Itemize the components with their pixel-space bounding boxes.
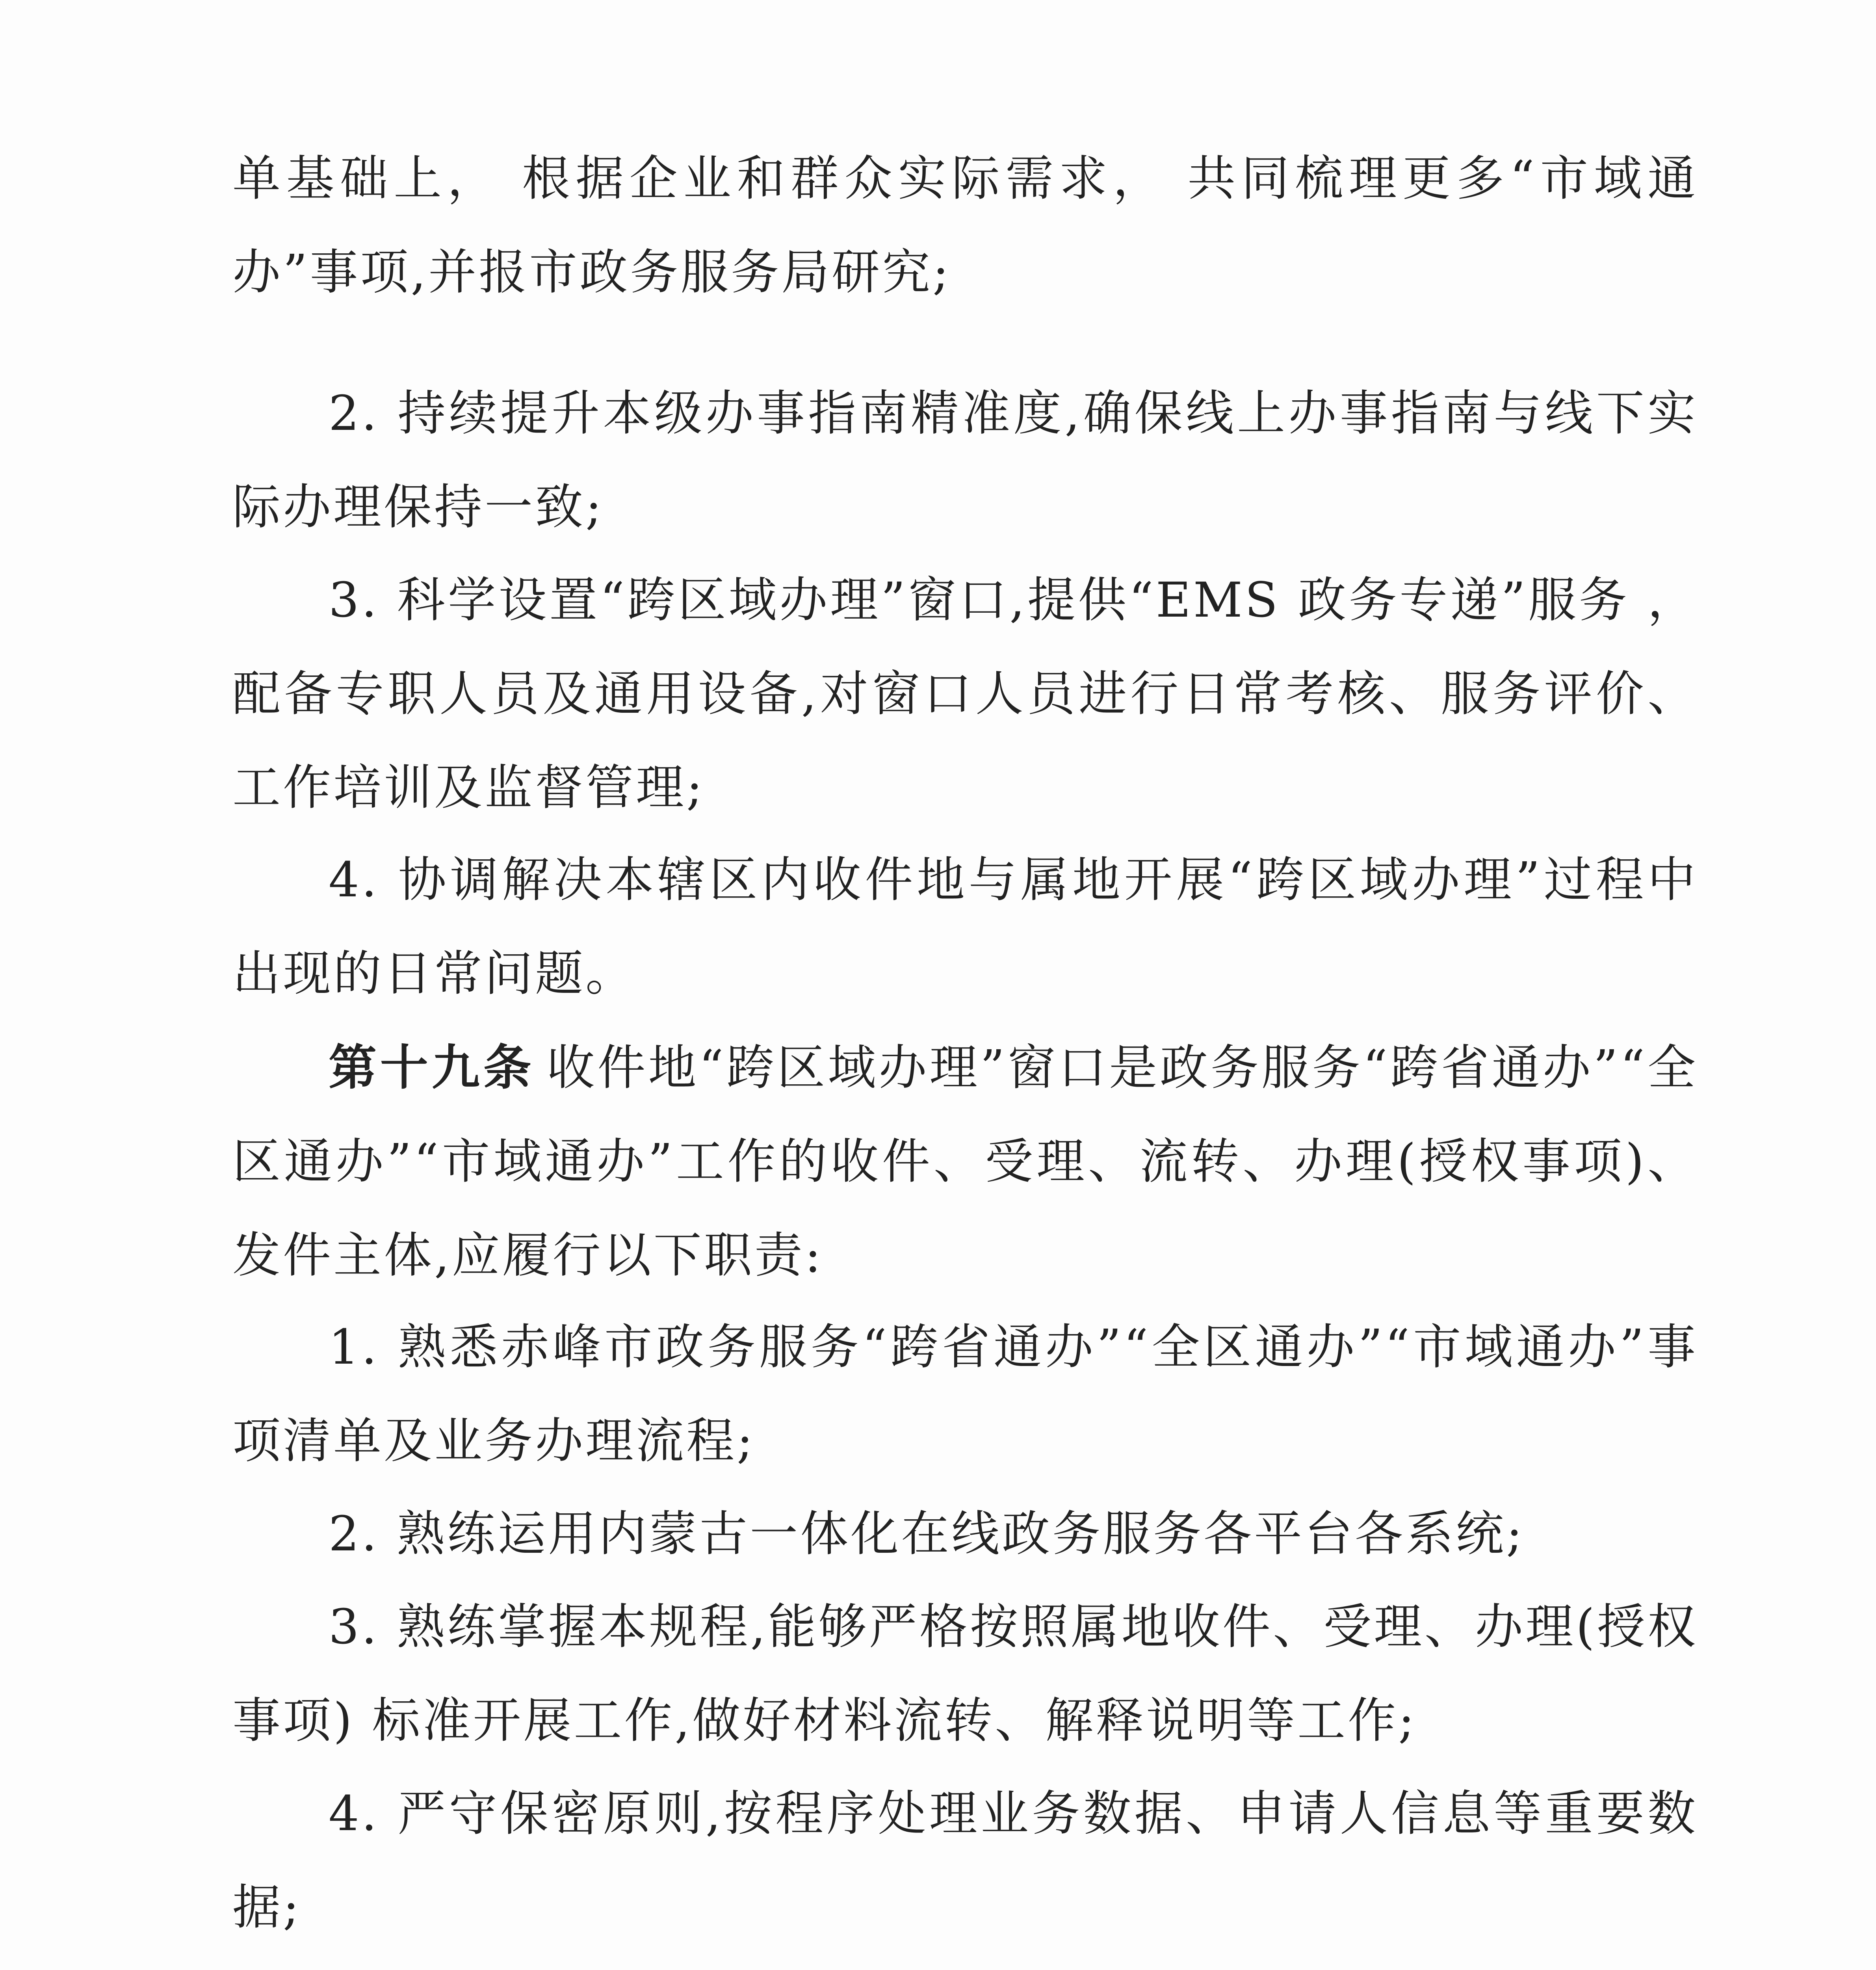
paragraph-text: 3. 科学设置“跨区域办理”窗口,提供“EMS 政务专递”服务 ，配备专职人员及通用设备,对窗口人员进行日常考核、服务评价、工作培训及监督管理; <box>232 572 1698 816</box>
paragraph-text: 3. 熟练掌握本规程,能够严格按照属地收件、受理、办理(授权事项) 标准开展工作,做好材料流转、解释说明等工作; <box>232 1599 1698 1749</box>
paragraph-item-3 <box>232 553 1698 834</box>
article-19-item-3 <box>232 1580 1698 1767</box>
paragraph-text: 4. 协调解决本辖区内收件地与属地开展“跨区域办理”过程中出现的日常问题。 <box>232 852 1698 1002</box>
article-19-item-5 <box>232 1954 1698 1970</box>
paragraph-text: 2. 熟练运用内蒙古一体化在线政务服务各平台各系统; <box>329 1506 1525 1562</box>
article-19-item-2 <box>232 1487 1698 1581</box>
article-19-item-4 <box>232 1767 1698 1954</box>
paragraph-text: 4. 严守保密原则,按程序处理业务数据、申请人信息等重要数据; <box>232 1786 1698 1935</box>
article-heading: 第十九条 <box>329 1039 535 1096</box>
paragraph-item-2 <box>232 366 1698 554</box>
paragraph-item-4 <box>232 833 1698 1020</box>
paragraph-text: 单基础上， 根据企业和群众实际需求， 共同梳理更多“市域通办”事项,并报市政务服务局研究; <box>232 151 1698 300</box>
paragraph-text: 收件地“跨区域办理”窗口是政务服务“跨省通办”“全区通办”“市域通办”工作的收件、受理、流转、办理(授权事项)、发件主体,应履行以下职责: <box>232 1040 1698 1283</box>
article-19-item-1 <box>232 1300 1698 1488</box>
paragraph-text: 1. 熟悉赤峰市政务服务“跨省通办”“全区通办”“市域通办”事项清单及业务办理流程; <box>232 1319 1698 1469</box>
article-19 <box>232 1020 1698 1302</box>
paragraph-text: 2. 持续提升本级办事指南精准度,确保线上办事指南与线下实际办理保持一致; <box>232 385 1698 535</box>
paragraph-continuation <box>232 132 1698 319</box>
